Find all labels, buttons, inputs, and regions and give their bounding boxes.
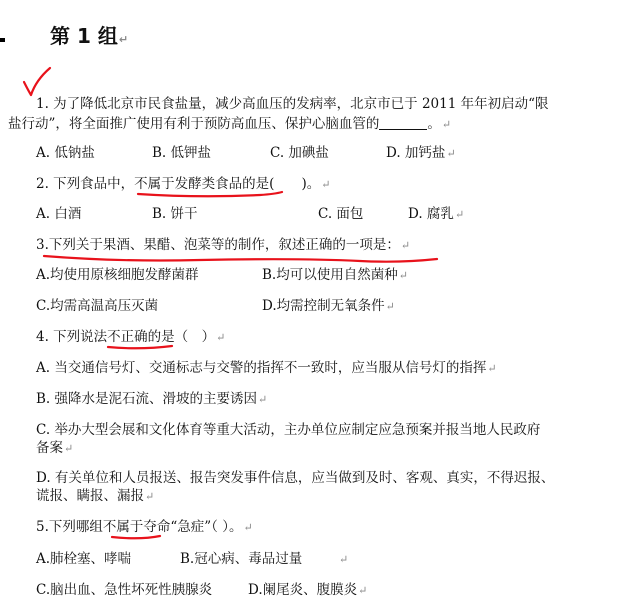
- check-mark-icon: [24, 68, 50, 95]
- q1-option-d: D. 加钙盐↵: [386, 145, 456, 161]
- q5-stem: 5.下列哪组不属于夺命“急症”（ ）。↵: [36, 519, 253, 535]
- q4-option-d-line1: D. 有关单位和人员报送、报告突发事件信息，应当做到及时、客观、真实，不得迟报、: [36, 470, 555, 486]
- page-title: 第 1 组↵: [50, 24, 129, 48]
- q5-option-d: D.阑尾炎、腹膜炎↵: [248, 582, 368, 598]
- q3-option-a: A.均使用原核细胞发酵菌群: [36, 267, 199, 283]
- q1-option-a: A. 低钠盐: [36, 145, 95, 161]
- underline-q5: [112, 536, 160, 538]
- q4-stem: 4. 下列说法不正确的是（ ）↵: [36, 329, 226, 345]
- q4-option-b: B. 强降水是泥石流、滑坡的主要诱因↵: [36, 391, 268, 407]
- q4-option-c-line1: C. 举办大型会展和文化体育等重大活动，主办单位应制定应急预案并报当地人民政府: [36, 422, 541, 438]
- q3-option-b: B.均可以使用自然菌种↵: [262, 267, 408, 283]
- q1-stem-line1: 1. 为了降低北京市民食盐量，减少高血压的发病率，北京市已于 2011 年年初启动“限: [36, 96, 549, 112]
- q5-option-a: A.肺栓塞、哮喘: [36, 551, 132, 567]
- q4-option-d-line2: 谎报、瞒报、漏报↵: [36, 488, 155, 504]
- q2-stem: 2. 下列食品中，不属于发酵类食品的是( )。↵: [36, 176, 331, 192]
- q3-option-c: C.均需高温高压灭菌: [36, 298, 159, 314]
- answer-blank: [379, 117, 427, 130]
- underline-q4: [108, 346, 172, 348]
- q1-stem-line2: 盐行动”，将全面推广使用有利于预防高血压、保护心脑血管的 。↵: [8, 116, 452, 132]
- q5-option-b-return-mark: ↵: [339, 553, 349, 566]
- q2-option-a: A. 白酒: [36, 206, 82, 222]
- text-cursor: [0, 38, 5, 42]
- return-mark-icon: ↵: [118, 33, 129, 46]
- q2-option-d: D. 腐乳↵: [408, 206, 465, 222]
- q4-option-a: A. 当交通信号灯、交通标志与交警的指挥不一致时，应当服从信号灯的指挥↵: [36, 360, 497, 376]
- q3-stem: 3.下列关于果酒、果醋、泡菜等的制作，叙述正确的一项是：↵: [36, 237, 411, 253]
- q5-option-b: B.冠心病、毒品过量: [180, 551, 303, 567]
- q3-option-d: D.均需控制无氧条件↵: [262, 298, 395, 314]
- q5-option-c: C.脑出血、急性坏死性胰腺炎: [36, 582, 213, 598]
- q4-option-c-line2: 备案↵: [36, 440, 74, 456]
- q1-option-c: C. 加碘盐: [270, 145, 329, 161]
- underline-q3: [44, 256, 437, 262]
- q2-option-c: C. 面包: [318, 206, 364, 222]
- q2-option-b: B. 饼干: [152, 206, 198, 222]
- q1-option-b: B. 低钾盐: [152, 145, 212, 161]
